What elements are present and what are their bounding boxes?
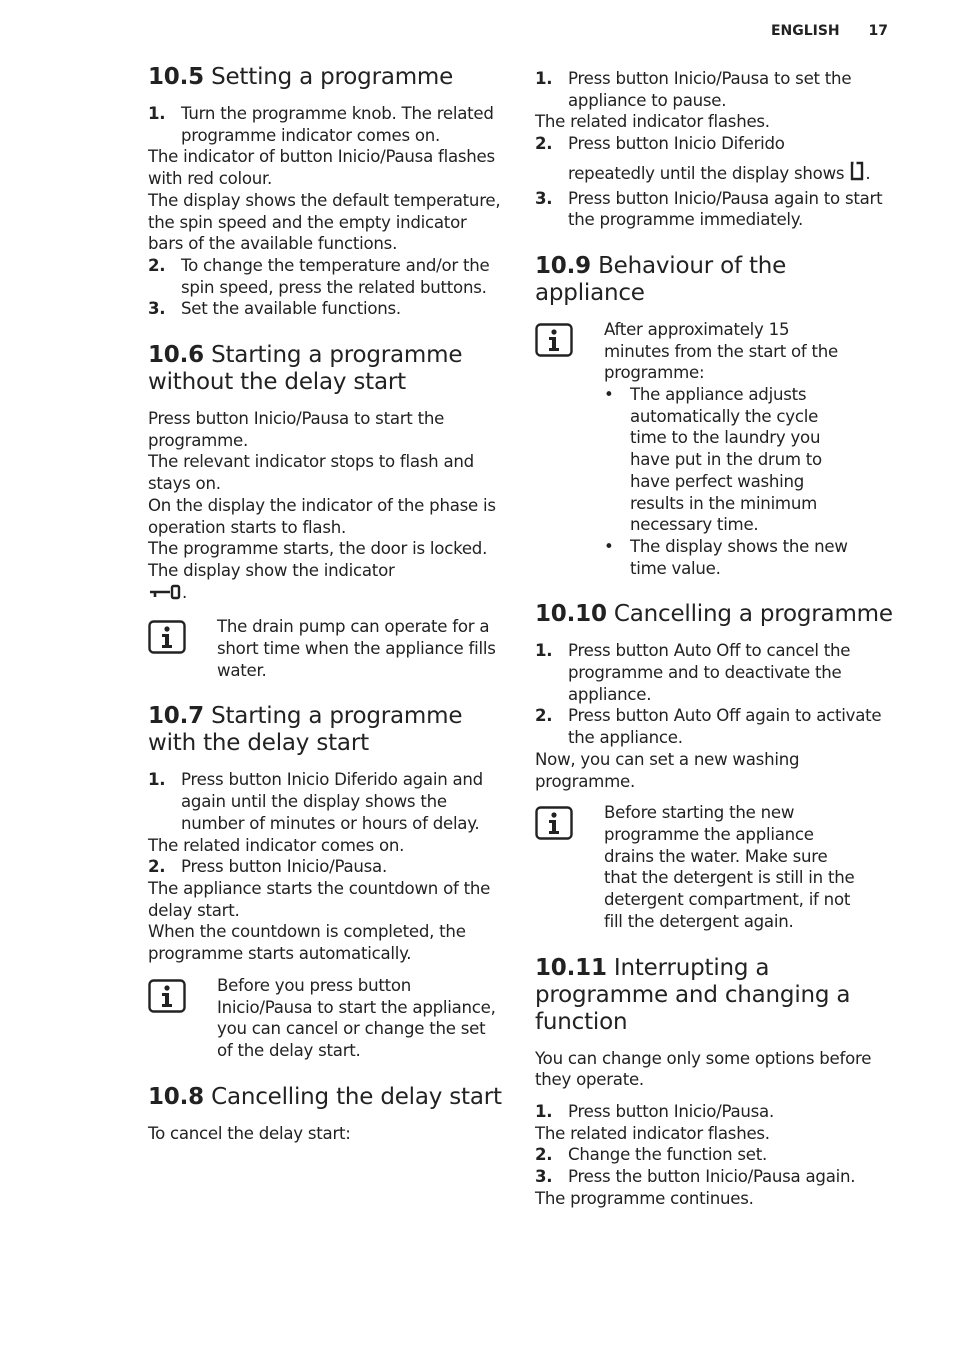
section-title: Behaviour of the appliance <box>535 252 787 306</box>
section-10-8 <box>148 1084 502 1145</box>
info-icon <box>535 319 604 579</box>
punctuation: . <box>182 582 188 602</box>
step-text: Turn the programme knob. The related programme indicator comes on. <box>181 104 494 145</box>
step-item <box>535 1144 895 1166</box>
step-item <box>148 856 502 878</box>
paragraph: To cancel the delay start: <box>148 1123 351 1143</box>
step-text: Change the function set. <box>568 1145 768 1165</box>
step-text: Set the available functions. <box>181 299 401 319</box>
section-title: Starting a programme with the delay start <box>148 703 463 757</box>
section-title: Starting a programme without the delay start <box>148 342 463 396</box>
bullet-mark: • <box>604 536 614 556</box>
paragraph: Now, you can set a new washing programme. <box>535 749 800 791</box>
step-number: 3. <box>535 188 553 208</box>
section-heading <box>535 253 895 307</box>
paragraph <box>148 538 502 606</box>
section-title: Interrupting a programme and changing a function <box>535 954 851 1035</box>
section-heading <box>148 703 502 757</box>
step-text <box>568 133 895 187</box>
section-10-6 <box>148 342 502 681</box>
punctuation: . <box>865 163 871 183</box>
step-item <box>148 298 502 320</box>
paragraph: The related indicator comes on. <box>148 835 405 855</box>
step-text: Press button Inicio/Pausa to set the appliance to pause. <box>568 69 852 110</box>
paragraph: The display shows the default temperature, the spin speed and the empty indicator bars of the available functions. <box>148 190 501 254</box>
note-body <box>604 319 854 579</box>
step-text: To change the temperature and/or the spin speed, press the related buttons. <box>181 255 490 297</box>
bullet-text: The appliance adjusts automatically the cycle time to the laundry you have put in the drum to have perfect washing results in the minimum necessary time. <box>630 385 822 535</box>
paragraph: When the countdown is completed, the programme starts automatically. <box>148 922 466 964</box>
step-item <box>535 133 895 187</box>
page-number: 17 <box>868 23 888 39</box>
paragraph-text: The programme starts, the door is locked. The display show the indicator <box>148 539 488 580</box>
step-number: 2. <box>148 857 166 877</box>
step-item <box>535 188 895 231</box>
key-lock-icon <box>148 583 182 607</box>
step-number: 2. <box>535 706 553 726</box>
section-number: 10.9 <box>535 252 591 279</box>
section-heading <box>535 955 895 1036</box>
note-text: Before you press button Inicio/Pausa to start the appliance, you can cancel or change the set of the delay start. <box>217 975 496 1060</box>
step-item <box>535 705 895 748</box>
info-icon <box>535 802 604 932</box>
step-number: 2. <box>148 255 166 275</box>
paragraph: You can change only some options before they operate. <box>535 1048 872 1090</box>
section-title: Setting a programme <box>211 64 454 90</box>
step-number: 2. <box>535 1145 553 1165</box>
step-item <box>535 1101 895 1123</box>
section-number: 10.6 <box>148 342 204 369</box>
left-column <box>148 64 502 1144</box>
bullet-mark: • <box>604 385 614 405</box>
step-number: 1. <box>535 641 553 661</box>
display-bracket-icon <box>849 160 865 188</box>
step-text: Press button Auto Off again to activate the appliance. <box>568 706 882 748</box>
section-10-9 <box>535 253 895 579</box>
paragraph: The relevant indicator stops to flash and stays on. <box>148 452 474 494</box>
step-item <box>148 769 502 834</box>
info-icon <box>148 975 217 1062</box>
step-number: 1. <box>535 1101 553 1121</box>
step-item <box>535 1166 895 1188</box>
bullet-item <box>604 536 854 579</box>
paragraph: On the display the indicator of the phase is operation starts to flash. <box>148 495 496 537</box>
info-note <box>535 319 895 579</box>
bullet-text: The display shows the new time value. <box>630 536 848 578</box>
step-number: 3. <box>535 1167 553 1187</box>
step-text-part: repeatedly until the display shows <box>568 163 845 183</box>
info-note <box>535 802 895 932</box>
step-item <box>148 103 502 146</box>
paragraph: The related indicator flashes. <box>535 112 770 132</box>
step-text: Press the button Inicio/Pausa again. <box>568 1167 856 1187</box>
paragraph: The related indicator flashes. <box>535 1123 770 1143</box>
section-10-7 <box>148 703 502 1061</box>
section-title: Cancelling a programme <box>613 601 893 628</box>
section-number: 10.8 <box>148 1083 204 1110</box>
paragraph: Press button Inicio/Pausa to start the programme. <box>148 409 445 450</box>
section-10-11 <box>535 955 895 1210</box>
section-title: Cancelling the delay start <box>211 1083 502 1110</box>
page-header <box>771 23 888 39</box>
step-item <box>535 68 895 111</box>
section-heading <box>148 1084 502 1111</box>
step-text: Press button Inicio/Pausa again to start the programme immediately. <box>568 188 883 230</box>
step-item <box>535 640 895 705</box>
step-item <box>148 255 502 298</box>
step-number: 1. <box>148 770 166 790</box>
section-10-10 <box>535 601 895 932</box>
section-number: 10.10 <box>535 601 607 628</box>
step-number: 1. <box>535 69 553 88</box>
info-note <box>148 616 502 681</box>
paragraph: The indicator of button Inicio/Pausa flashes with red colour. <box>148 147 495 189</box>
step-number: 3. <box>148 299 166 319</box>
language-label: ENGLISH <box>770 23 840 39</box>
note-text: After approximately 15 minutes from the start of the programme: <box>604 319 839 383</box>
step-text-part: Press button Inicio Diferido <box>568 134 785 154</box>
section-10-8-continued <box>535 68 895 231</box>
info-note <box>148 975 502 1062</box>
step-text: Press button Inicio Diferido again and again until the display shows the number of minutes or hours of delay. <box>181 770 483 833</box>
section-number: 10.11 <box>535 954 607 981</box>
bullet-item <box>604 384 854 536</box>
paragraph: The appliance starts the countdown of the delay start. <box>148 878 491 920</box>
right-column <box>535 68 895 1209</box>
step-text: Press button Inicio/Pausa. <box>568 1101 774 1121</box>
step-text: Press button Inicio/Pausa. <box>181 857 387 877</box>
paragraph: The programme continues. <box>535 1188 754 1208</box>
info-icon <box>148 616 217 681</box>
note-text: The drain pump can operate for a short time when the appliance fills water. <box>217 617 496 680</box>
section-heading <box>148 342 502 396</box>
section-heading <box>535 601 895 628</box>
note-text: Before starting the new programme the appliance drains the water. Make sure that the detergent is still in the detergent compartment, if not fill the detergent again. <box>604 803 855 931</box>
step-number: 1. <box>148 104 166 123</box>
section-number: 10.7 <box>148 703 204 730</box>
step-text: Press button Auto Off to cancel the programme and to deactivate the appliance. <box>568 641 851 704</box>
section-number: 10.5 <box>148 64 204 90</box>
step-number: 2. <box>535 134 553 154</box>
section-10-5 <box>148 64 502 320</box>
section-heading <box>148 64 502 91</box>
